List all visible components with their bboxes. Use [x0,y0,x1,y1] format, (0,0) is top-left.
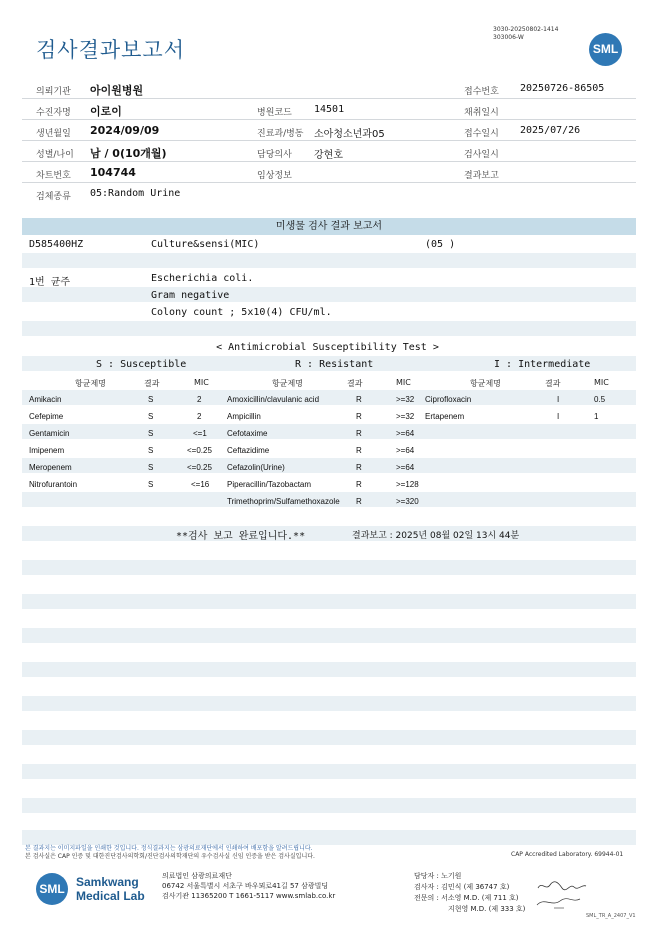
col-header-drug: 항균제명 [470,379,501,388]
drug-result: S [148,395,154,404]
report-title: 검사결과보고서 [36,38,186,62]
drug-name: Trimethoprim/Sulfamethoxazole [227,497,340,506]
receipt-date-value: 2025/07/26 [520,125,581,136]
drug-mic: >=64 [396,446,415,455]
receipt-no-label: 접수번호 [464,87,499,97]
drug-mic: >=64 [396,463,415,472]
drug-result: S [148,463,154,472]
drug-result: S [148,446,154,455]
birth-value: 2024/09/09 [90,124,160,137]
hospital-code-label: 병원코드 [257,108,292,118]
col-header-result: 결과 [545,379,561,388]
specimen-label: 검체종류 [36,192,71,202]
drug-mic: 2 [197,412,202,421]
row-band [22,458,636,473]
drug-name: Meropenem [29,463,72,472]
collect-date-label: 채취일시 [464,108,499,118]
drug-name: Amikacin [29,395,62,404]
row-band [22,321,636,336]
drug-mic: <=16 [191,480,210,489]
test-number: (05 ) [425,239,456,250]
signature-image [534,893,582,911]
org-name: 의료법인 삼광의료재단 [162,872,232,880]
header-row [22,142,636,162]
drug-name: Cefepime [29,412,64,421]
accreditation-notice: 본 검사실은 CAP 인증 및 대한진단검사의학회/진단검사의학재단의 우수검사실 신임 인증을 받은 검사실입니다. [25,853,315,860]
requester-value: 아이원병원 [90,84,144,97]
drug-name: Amoxicillin/clavulanic acid [227,395,320,404]
dept-label: 진료과/병동 [257,129,304,139]
header-row [22,79,636,99]
row-band [22,390,636,405]
doctor-label: 담당의사 [257,150,292,160]
address: 06742 서울특별시 서초구 바우뫼로41길 57 삼광빌딩 [162,882,329,890]
col-header-drug: 항균제명 [75,379,106,388]
row-band [22,594,636,609]
col-header-drug: 항균제명 [272,379,303,388]
organism-line: Escherichia coli. [151,273,254,284]
sex-age-label: 성별/나이 [36,150,74,160]
drug-name: Gentamicin [29,429,70,438]
receipt-date-label: 접수일시 [464,129,499,139]
drug-result: R [356,480,362,489]
row-band [22,628,636,643]
result-report-label: 결과보고 [464,171,499,181]
requester-label: 의뢰기관 [36,87,71,97]
drug-mic: <=0.25 [187,446,212,455]
company-name-line: Samkwang [76,875,139,889]
col-header-mic: MIC [396,378,411,387]
company-name [76,875,145,903]
birth-label: 생년월일 [36,129,71,139]
drug-result: R [356,429,362,438]
drug-name: Cefotaxime [227,429,268,438]
header-row [22,100,636,120]
receipt-no-value: 20250726-86505 [520,83,605,94]
drug-name: Piperacillin/Tazobactam [227,480,312,489]
patient-label: 수진자명 [36,108,71,118]
drug-mic: <=1 [193,429,207,438]
drug-mic: 0.5 [594,395,606,404]
drug-name: Imipenem [29,446,65,455]
drug-name: Nitrofurantoin [29,480,78,489]
drug-result: R [356,463,362,472]
header-row [22,184,636,204]
drug-result: R [356,446,362,455]
legend-resistant: R : Resistant [295,359,374,370]
col-header-result: 결과 [347,379,363,388]
organism-label: 1번 균주 [29,277,71,288]
test-date-label: 검사일시 [464,150,499,160]
form-code: SML_TR_A_2407_V1 [586,913,636,919]
drug-mic: >=320 [396,497,419,506]
image-notice: 본 결과지는 이미지파일을 인쇄한 것입니다. 정식결과지는 삼광의료재단에서 인쇄하여 배포함을 알려드립니다. [25,845,313,852]
header-row [22,121,636,141]
row-band [22,764,636,779]
organism-line: Gram negative [151,290,230,301]
staff-line: 담당자 : 노기원 [414,872,462,880]
row-band [22,526,636,541]
drug-result: R [356,497,362,506]
drug-result: R [356,412,362,421]
document-code: 3030-20250802-1414 [493,26,559,33]
drug-name: Ciprofloxacin [425,395,472,404]
row-band [22,253,636,268]
legend-susceptible: S : Susceptible [96,359,187,370]
doctor-value: 강현호 [314,150,343,161]
document-code: 303006-W [493,34,524,41]
header-row [22,163,636,183]
section-title: 미생물 검사 결과 보고서 [22,218,636,235]
chart-value: 104744 [90,166,136,179]
ast-title: < Antimicrobial Susceptibility Test > [216,342,439,353]
row-band [22,662,636,677]
staff-line: 검사자 : 김민식 (제 36747 호) [414,883,510,891]
col-header-mic: MIC [194,378,209,387]
completion-text: **검사 보고 완료입니다.** [176,531,306,542]
contact: 검사기관 11365200 T 1661-5117 www.smlab.co.kr [162,892,336,900]
test-code: D585400HZ [29,239,84,250]
drug-mic: >=32 [396,412,415,421]
drug-result: S [148,480,154,489]
row-band [22,696,636,711]
drug-result: I [557,412,560,421]
address-block [162,871,335,901]
drug-mic: 2 [197,395,202,404]
organism-line: Colony count ; 5x10(4) CFU/ml. [151,307,332,318]
drug-mic: >=32 [396,395,415,404]
signature-image [536,879,588,893]
row-band [22,287,636,302]
chart-label: 차트번호 [36,171,71,181]
hospital-code-value: 14501 [314,104,345,115]
company-name-line: Medical Lab [76,889,145,903]
drug-name: Cefazolin(Urine) [227,463,285,472]
drug-mic: <=0.25 [187,463,212,472]
cap-accreditation: CAP Accredited Laboratory. 69944-01 [511,851,624,858]
col-header-result: 결과 [144,379,160,388]
drug-result: I [557,395,560,404]
drug-result: S [148,412,154,421]
patient-value: 이로이 [90,105,122,118]
drug-result: S [148,429,154,438]
drug-name: Ampicillin [227,412,261,421]
drug-mic: 1 [594,412,599,421]
sml-logo: SML [36,873,68,905]
report-time: 결과보고 : 2025년 08월 02일 13시 44분 [352,531,520,541]
sml-logo: SML [589,33,622,66]
col-header-mic: MIC [594,378,609,387]
drug-mic: >=128 [396,480,419,489]
legend-intermediate: I : Intermediate [494,359,591,370]
clinical-label: 임상정보 [257,171,292,181]
row-band [22,560,636,575]
test-name: Culture&sensi(MIC) [151,239,260,250]
staff-line: 지현영 M.D. (제 333 호) [448,905,526,913]
drug-mic: >=64 [396,429,415,438]
staff-block [414,871,525,915]
row-band [22,424,636,439]
document-codes [493,26,558,42]
specimen-value: 05:Random Urine [90,188,181,199]
dept-value: 소아청소년과05 [314,129,385,140]
row-band [22,798,636,813]
drug-name: Ceftazidime [227,446,270,455]
drug-name: Ertapenem [425,412,465,421]
drug-result: R [356,395,362,404]
sex-age-value: 남 / 0(10개월) [90,147,167,160]
row-band [22,730,636,745]
staff-line: 전문의 : 서소영 M.D. (제 711 호) [414,894,519,902]
